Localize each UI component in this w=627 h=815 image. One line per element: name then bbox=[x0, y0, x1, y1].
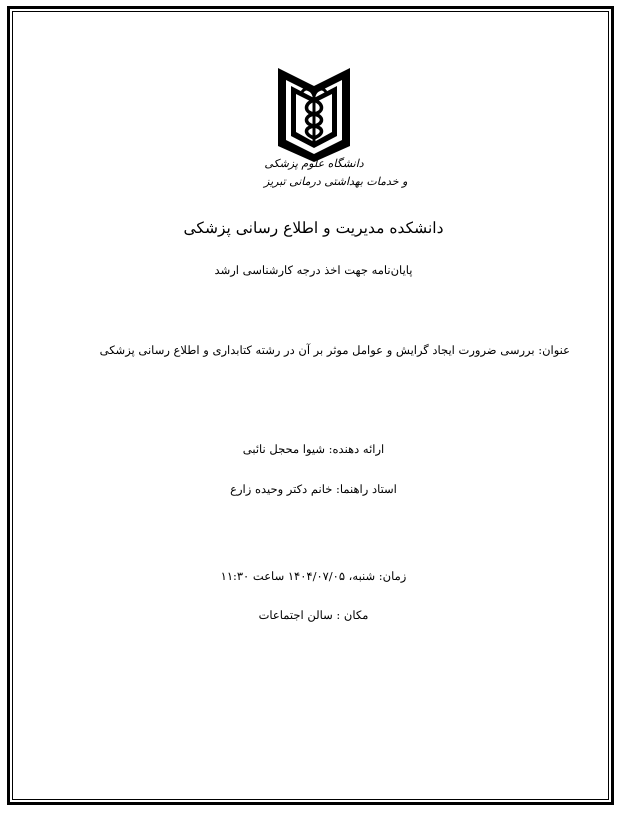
degree-line: پایان‌نامه جهت اخذ درجه کارشناسی ارشد bbox=[214, 263, 413, 277]
emblem-graphic bbox=[264, 64, 364, 164]
university-emblem-icon bbox=[264, 64, 408, 204]
faculty-name: دانشکده مدیریت و اطلاع رسانی پزشکی bbox=[183, 219, 444, 237]
emblem-caption-line2: و خدمات بهداشتی درمانی تبریز bbox=[264, 175, 408, 188]
advisor-line: استاد راهنما: خانم دکتر وحیده زارع bbox=[230, 482, 397, 496]
emblem-caption-line1: دانشگاه علوم پزشکی bbox=[264, 157, 364, 170]
datetime-line: زمان: شنبه، ۱۴۰۴/۰۷/۰۵ ساعت ۱۱:۳۰ bbox=[220, 569, 407, 583]
thesis-title: عنوان: بررسی ضرورت ایجاد گرایش و عوامل موثر بر آن در رشته کتابداری و اطلاع رسانی پزشکی bbox=[99, 343, 570, 357]
presenter-line: ارائه دهنده: شیوا محجل نائبی bbox=[242, 442, 385, 456]
place-line: مکان : سالن اجتماعات bbox=[258, 608, 369, 622]
